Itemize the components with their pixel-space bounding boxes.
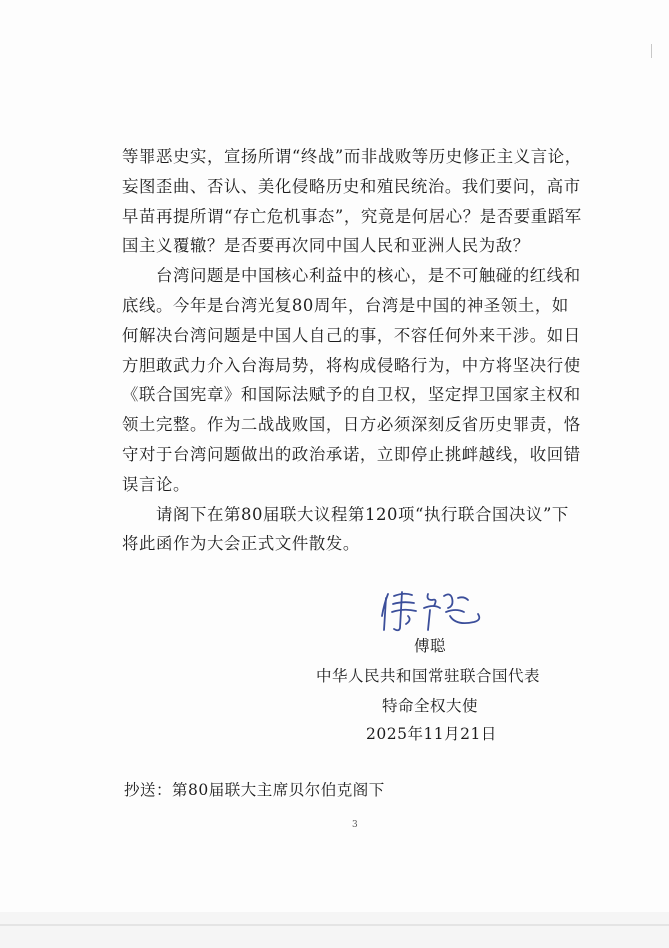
signatory-title: 中华人民共和国常驻联合国代表: [316, 667, 541, 685]
scan-footer-band: [0, 912, 669, 948]
paragraph-1: 等罪恶史实，宣扬所谓“终战”而非战败等历史修正主义言论，妄图歪曲、否认、美化侵略历史和殖民统治。我们要问，高市早苗再提所谓“存亡危机事态”，究竟是何居心？是否要重蹈军国主义覆辙？是否要再次同中国人民和亚洲人民为敌？: [122, 147, 582, 256]
cc-line: 抄送：第80届联大主席贝尔伯克阁下: [124, 781, 385, 799]
signatory-name: 傅聪: [414, 637, 447, 655]
scan-mark: [651, 44, 652, 58]
paragraph-2: 台湾问题是中国核心利益中的核心，是不可触碰的红线和底线。今年是台湾光复80周年，台湾是中国的神圣领土，如何解决台湾问题是中国人自己的事，不容任何外来干涉。如日方胆敢武力介入台海局势，将构成侵略行为，中方将坚决行使《联合国宪章》和国际法赋予的自卫权，坚定捍卫国家主权和领土完整。作为二战战败国，日方必须深刻反省历史罪责，恪守对于台湾问题做出的政治承诺，立即停止挑衅越线，收回错误言论。: [122, 266, 581, 494]
letter-date: 2025年11月21日: [366, 725, 497, 743]
letter-body: [122, 142, 582, 559]
handwritten-signature: [378, 586, 488, 634]
paragraph-3: 请阁下在第80届联大议程第120项“执行联合国决议”下将此函作为大会正式文件散发。: [122, 504, 569, 554]
scan-footer-line: [0, 924, 669, 926]
page-number: 3: [352, 820, 358, 830]
signatory-rank: 特命全权大使: [382, 697, 479, 715]
